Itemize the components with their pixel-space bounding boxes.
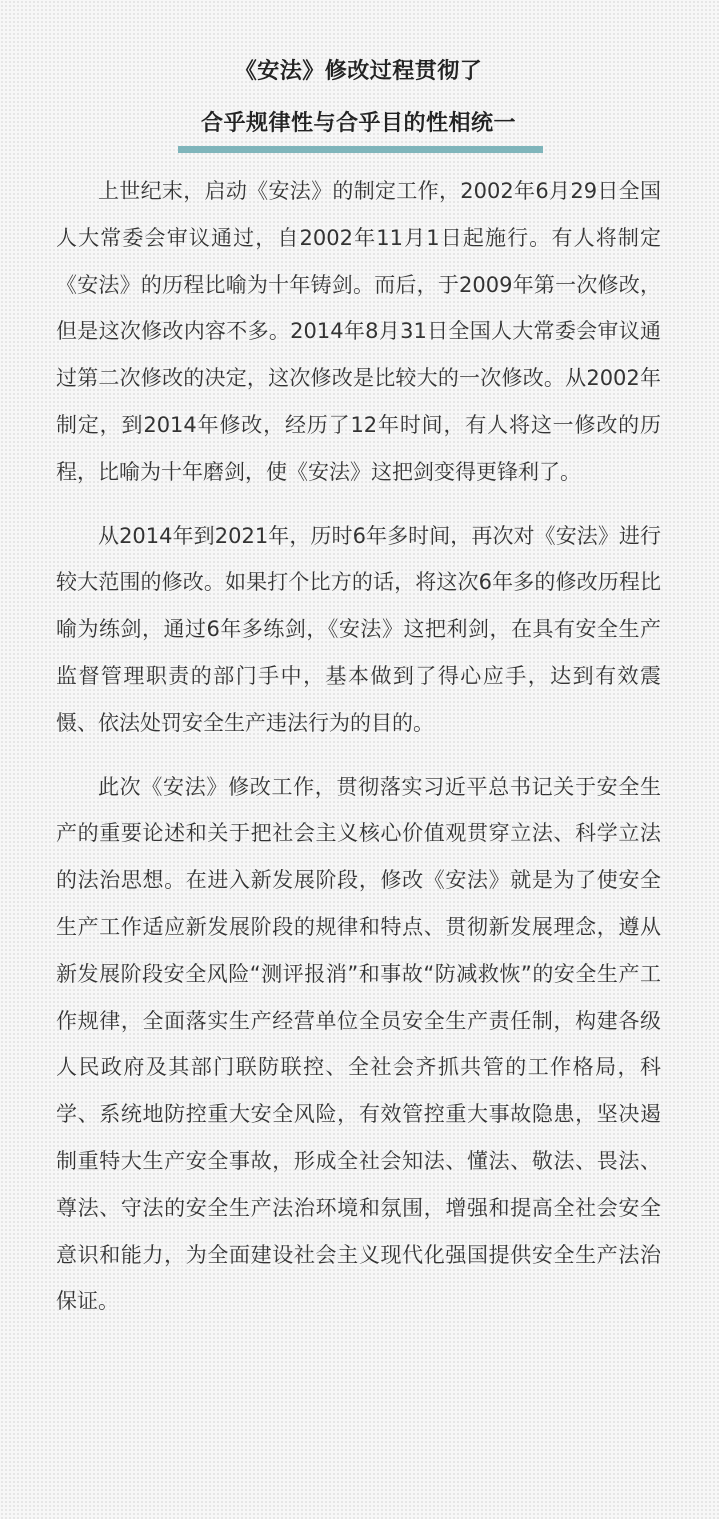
article-title-line-1: 《安法》修改过程贯彻了 <box>234 59 483 84</box>
paragraph-3: 此次《安法》修改工作，贯彻落实习近平总书记关于安全生产的重要论述和关于把社会主义核心价值观贯穿立法、科学立法的法治思想。在进入新发展阶段，修改《安法》就是为了使安全生产工作适应新发展阶段的规律和特点、贯彻新发展理念，遵从新发展阶段安全风险“测评报消”和事故“防减救恢”的安全生产工作规律，全面落实生产经营单位全员安全生产责任制，构建各级人民政府及其部门联防联控、全社会齐抓共管的工作格局，科学、系统地防控重大安全风险，有效管控重大事故隐患，坚决遏制重特大生产安全事故，形成全社会知法、懂法、敬法、畏法、尊法、守法的安全生产法治环境和氛围，增强和提高全社会安全意识和能力，为全面建设社会主义现代化强国提供安全生产法治保证。 <box>56 774 661 1314</box>
article-body <box>56 168 661 1342</box>
article-content <box>56 56 661 1314</box>
title-underline-bar <box>178 146 543 153</box>
paragraph-1: 上世纪末，启动《安法》的制定工作，2002年6月29日全国人大常委会审议通过，自2002年11月1日起施行。有人将制定《安法》的历程比喻为十年铸剑。而后，于2009年第一次修改，但是这次修改内容不多。2014年8月31日全国人大常委会审议通过第二次修改的决定，这次修改是比较大的一次修改。从2002年制定，到2014年修改，经历了12年时间，有人将这一修改的历程，比喻为十年磨剑，使《安法》这把剑变得更锋利了。 <box>56 179 661 484</box>
article-title-line-2: 合乎规律性与合乎目的性相统一 <box>200 111 516 136</box>
paragraph-2: 从2014年到2021年，历时6年多时间，再次对《安法》进行较大范围的修改。如果打个比方的话，将这次6年多的修改历程比喻为练剑，通过6年多练剑，《安法》这把利剑，在具有安全生产监督管理职责的部门手中，基本做到了得心应手，达到有效震慑、依法处罚安全生产违法行为的目的。 <box>56 523 661 735</box>
